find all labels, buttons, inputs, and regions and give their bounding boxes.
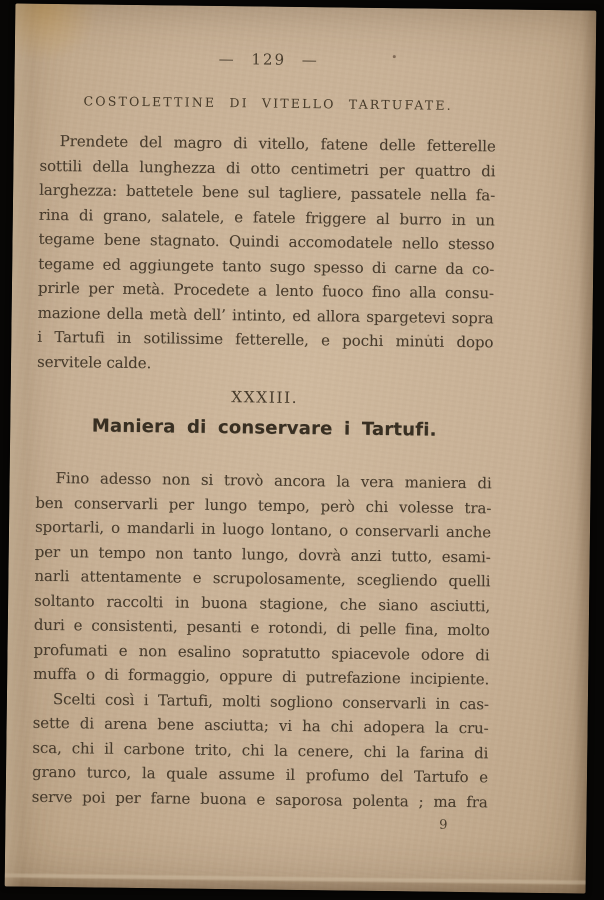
recipe-paragraph xyxy=(37,129,496,380)
text-line: rina di grano, salatele, e fatele friggere al burro in un xyxy=(38,205,495,229)
text-line: duri e consistenti, pesanti e rotondi, di pelle fina, molto xyxy=(33,615,490,640)
text-line: soltanto raccolti in buona stagione, che siano asciutti, xyxy=(34,591,491,615)
text-line: Scelti così i Tartufi, molti sogliono conservarli in cas- xyxy=(52,689,490,713)
text-line: mazione della metà dell’ intinto, ed allora spargetevi sopra xyxy=(37,303,494,327)
recipe-title: COSTOLETTINE DI VITELLO TARTUFATE. xyxy=(83,93,453,113)
page-number: — 129 — xyxy=(218,49,319,70)
chapter-number: XXXIII. xyxy=(231,388,299,407)
text-line: per un tempo non tanto lungo, dovrà anzi tutto, esami- xyxy=(34,542,491,566)
text-line: Prendete del magro di vitello, fatene delle fetterelle xyxy=(59,132,496,156)
text-line: i Tartufi in sotilissime fetterelle, e pochi minuti dopo xyxy=(37,327,494,352)
chapter-paragraph xyxy=(32,686,489,814)
text-line: larghezza: battetele bene sul tagliere, passatele nella fa- xyxy=(39,180,496,205)
text-line: tegame ed aggiungete tanto sugo spesso di carne da co- xyxy=(38,254,495,278)
text-column xyxy=(31,48,497,835)
text-line: servitele calde. xyxy=(36,352,152,372)
text-line: profumati e non esalino sopratutto spiacevole odore di xyxy=(33,640,490,664)
signature-mark: 9 xyxy=(439,817,448,833)
text-line: narli attentamente e scrupolosamente, scegliendo quelli xyxy=(34,566,491,591)
text-line: muffa o di formaggio, oppure di putrefazione incipiente. xyxy=(33,664,490,689)
text-line: sca, chi il carbone trito, chi la cenere, chi la farina di xyxy=(32,738,489,762)
text-line: grano turco, la quale assume il profumo del Tartufo e xyxy=(31,762,489,787)
text-line: prirle per metà. Procedete a lento fuoco fino alla consu- xyxy=(37,278,495,303)
text-line: tegame bene stagnato. Quindi accomodatele nello stesso xyxy=(38,229,495,254)
text-line: serve poi per farne buona e saporosa polenta ; ma fra xyxy=(31,787,488,811)
chapter-paragraph xyxy=(33,466,492,692)
text-line: sottili della lunghezza di otto centimetri per quattro di xyxy=(39,156,496,180)
chapter-title: Maniera di conservare i Tartufi. xyxy=(91,415,437,441)
text-line: ben conservarli per lungo tempo, però chi volesse tra- xyxy=(35,493,492,517)
text-line: sportarli, o mandarli in luogo lontano, o conservarli anche xyxy=(34,517,492,542)
book-page-scan xyxy=(5,3,597,893)
text-line: Fino adesso non si trovò ancora la vera maniera di xyxy=(55,469,492,493)
text-line: sette di arena bene asciutta; vi ha chi adopera la cru- xyxy=(32,713,489,738)
